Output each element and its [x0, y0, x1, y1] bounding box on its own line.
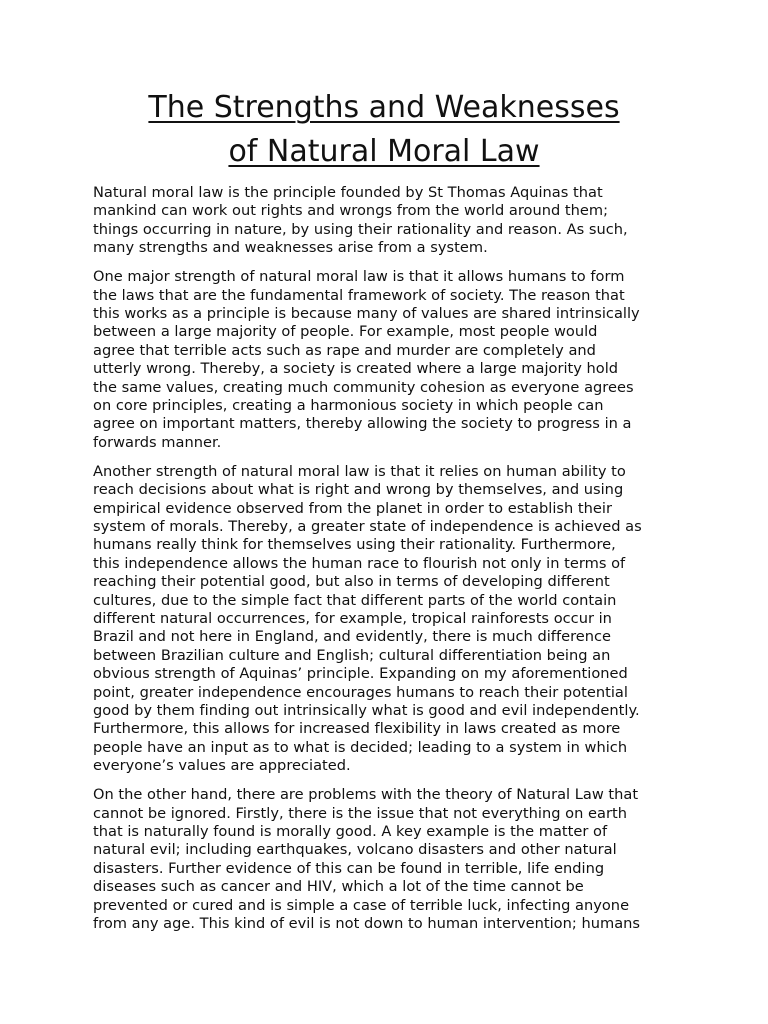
text-line: between Brazilian culture and English; cultural differentiation being an [93, 646, 611, 664]
paragraph [93, 463, 675, 776]
text-line: this works as a principle is because many of values are shared intrinsically [93, 304, 640, 322]
text-line: mankind can work out rights and wrongs from the world around them; [93, 202, 609, 220]
text-line: on core principles, creating a harmonious society in which people can [93, 396, 604, 414]
text-line: things occurring in nature, by using their rationality and reason. As such, [93, 220, 628, 238]
text-line: this independence allows the human race to flourish not only in terms of [93, 554, 626, 572]
text-line: One major strength of natural moral law is that it allows humans to form [93, 268, 625, 286]
text-line: forwards manner. [93, 433, 222, 451]
document-page [93, 86, 675, 944]
text-line: reach decisions about what is right and wrong by themselves, and using [93, 481, 624, 499]
text-line: that is naturally found is morally good. A key example is the matter of [93, 822, 608, 840]
text-line: Natural moral law is the principle founded by St Thomas Aquinas that [93, 184, 603, 201]
text-line: empirical evidence observed from the planet in order to establish their [93, 499, 612, 517]
title-line: The Strengths and Weaknesses [148, 90, 620, 125]
text-line: system of morals. Thereby, a greater state of independence is achieved as [93, 517, 642, 535]
text-line: the laws that are the fundamental framework of society. The reason that [93, 286, 625, 304]
text-line: many strengths and weaknesses arise from a system. [93, 239, 488, 257]
text-line: between a large majority of people. For example, most people would [93, 323, 598, 341]
text-line: natural evil; including earthquakes, volcano disasters and other natural [93, 841, 617, 859]
text-line: from any age. This kind of evil is not down to human intervention; humans [93, 914, 641, 932]
text-line: reaching their potential good, but also in terms of developing different [93, 573, 610, 591]
text-line: people have an input as to what is decided; leading to a system in which [93, 738, 628, 756]
text-line: the same values, creating much community cohesion as everyone agrees [93, 378, 634, 396]
text-line: cannot be ignored. Firstly, there is the issue that not everything on earth [93, 804, 627, 822]
text-line: disasters. Further evidence of this can be found in terrible, life ending [93, 859, 605, 877]
text-line: On the other hand, there are problems with the theory of Natural Law that [93, 786, 639, 804]
paragraph [93, 184, 675, 258]
text-line: cultures, due to the simple fact that different parts of the world contain [93, 591, 617, 609]
text-line: good by them finding out intrinsically what is good and evil independently. [93, 701, 640, 719]
paragraph [93, 268, 675, 452]
text-line: humans really think for themselves using their rationality. Furthermore, [93, 536, 616, 554]
text-line: agree that terrible acts such as rape and murder are completely and [93, 341, 596, 359]
paragraph [93, 786, 675, 933]
document-body [93, 184, 675, 933]
text-line: utterly wrong. Thereby, a society is created where a large majority hold [93, 360, 619, 378]
text-line: prevented or cured and is simple a case of terrible luck, infecting anyone [93, 896, 630, 914]
text-line: Furthermore, this allows for increased flexibility in laws created as more [93, 720, 621, 738]
text-line: point, greater independence encourages humans to reach their potential [93, 683, 628, 701]
title-line: of Natural Moral Law [228, 134, 540, 169]
document-title [93, 86, 675, 174]
text-line: different natural occurrences, for example, tropical rainforests occur in [93, 609, 612, 627]
text-line: diseases such as cancer and HIV, which a lot of the time cannot be [93, 878, 584, 896]
text-line: agree on important matters, thereby allowing the society to progress in a [93, 415, 632, 433]
text-line: Another strength of natural moral law is that it relies on human ability to [93, 462, 626, 480]
text-line: everyone’s values are appreciated. [93, 757, 351, 775]
text-line: Brazil and not here in England, and evidently, there is much difference [93, 628, 612, 646]
text-line: obvious strength of Aquinas’ principle. Expanding on my aforementioned [93, 665, 628, 683]
